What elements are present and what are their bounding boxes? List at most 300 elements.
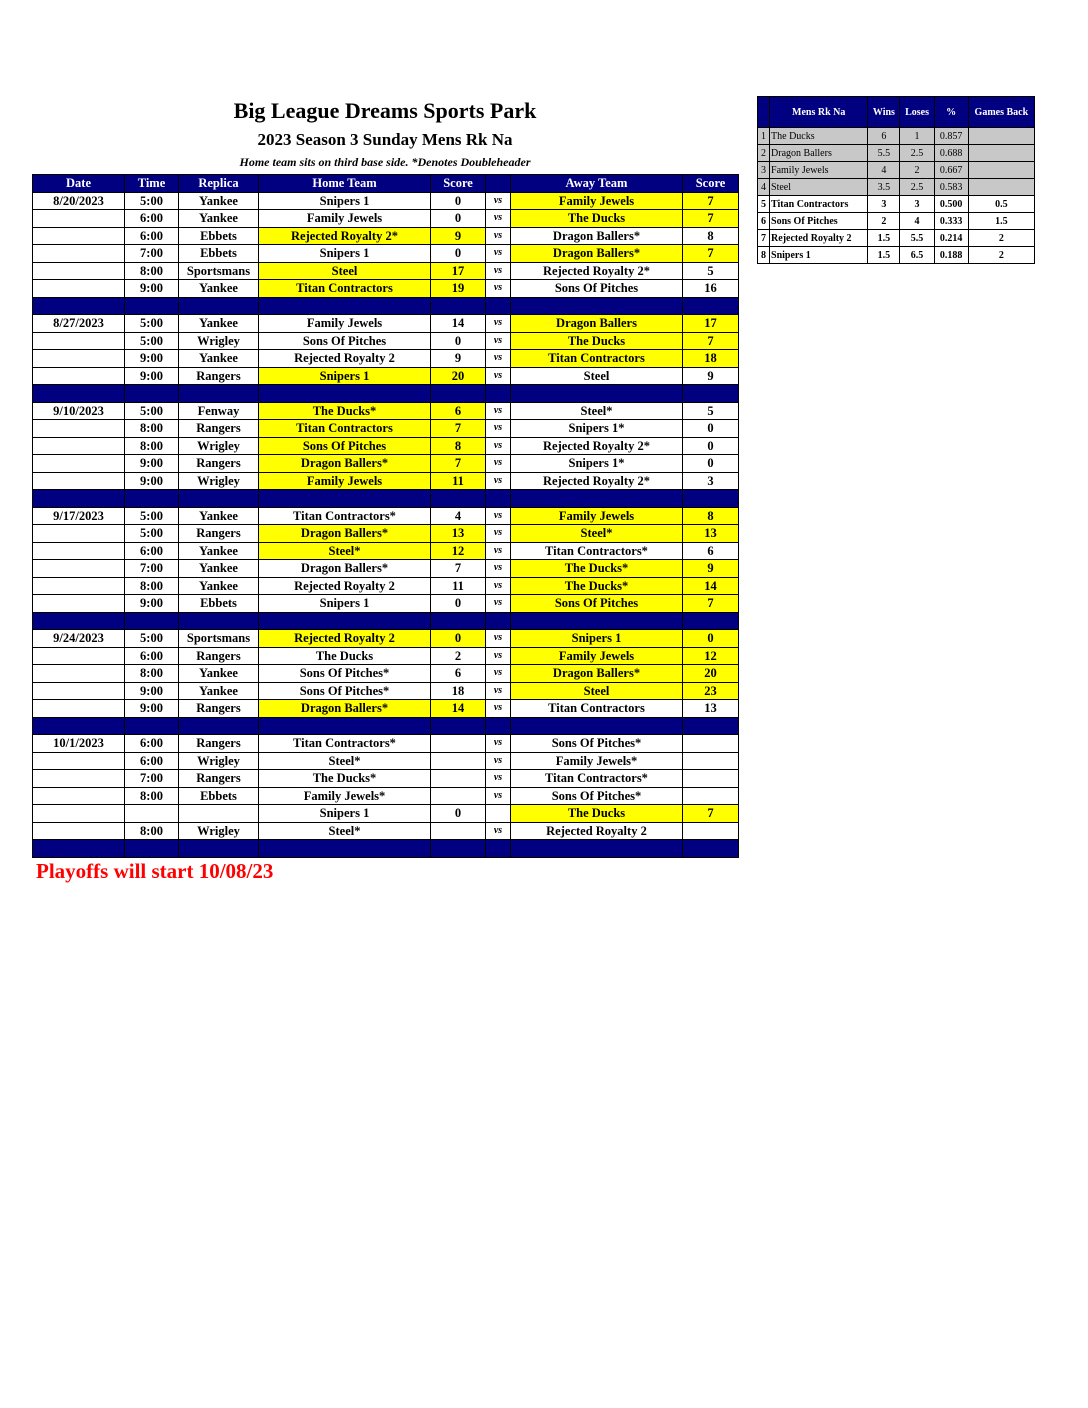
home-team: Snipers 1 bbox=[259, 805, 431, 823]
standing-loses: 5.5 bbox=[900, 230, 934, 247]
separator-cell bbox=[511, 297, 683, 315]
game-time: 6:00 bbox=[125, 542, 179, 560]
away-score: 17 bbox=[683, 315, 739, 333]
game-field: Ebbets bbox=[179, 227, 259, 245]
game-time: 8:00 bbox=[125, 420, 179, 438]
home-score: 0 bbox=[431, 210, 486, 228]
away-score: 14 bbox=[683, 577, 739, 595]
vs-label: vs bbox=[486, 682, 511, 700]
col-away-score: Score bbox=[683, 175, 739, 193]
standing-rank: 1 bbox=[758, 128, 770, 145]
game-field bbox=[179, 805, 259, 823]
game-field: Yankee bbox=[179, 560, 259, 578]
home-score: 0 bbox=[431, 332, 486, 350]
standing-rank: 3 bbox=[758, 162, 770, 179]
separator-cell bbox=[511, 490, 683, 508]
standing-loses: 1 bbox=[900, 128, 934, 145]
away-team: Dragon Ballers* bbox=[511, 245, 683, 263]
standings-col-games-back: Games Back bbox=[968, 97, 1034, 128]
season-subtitle: 2023 Season 3 Sunday Mens Rk Na bbox=[257, 130, 513, 149]
home-score: 2 bbox=[431, 647, 486, 665]
game-date: 9/24/2023 bbox=[33, 630, 125, 648]
separator-cell bbox=[431, 490, 486, 508]
away-team: Titan Contractors* bbox=[511, 542, 683, 560]
away-score: 12 bbox=[683, 647, 739, 665]
home-team: Dragon Ballers* bbox=[259, 525, 431, 543]
game-date bbox=[33, 647, 125, 665]
game-field: Wrigley bbox=[179, 472, 259, 490]
game-date bbox=[33, 700, 125, 718]
away-score: 7 bbox=[683, 332, 739, 350]
separator-cell bbox=[259, 490, 431, 508]
home-score: 0 bbox=[431, 245, 486, 263]
table-row bbox=[33, 332, 739, 350]
table-row bbox=[33, 770, 739, 788]
standing-wins: 4 bbox=[868, 162, 900, 179]
game-date: 8/20/2023 bbox=[33, 192, 125, 210]
table-row bbox=[33, 455, 739, 473]
schedule-header-row bbox=[33, 175, 739, 193]
standing-team: Titan Contractors bbox=[770, 196, 868, 213]
table-row bbox=[33, 735, 739, 753]
standings-row bbox=[758, 230, 1035, 247]
game-time: 6:00 bbox=[125, 752, 179, 770]
vs-label: vs bbox=[486, 647, 511, 665]
home-team: Family Jewels bbox=[259, 472, 431, 490]
away-team: Family Jewels* bbox=[511, 752, 683, 770]
standings-row bbox=[758, 128, 1035, 145]
week-separator bbox=[33, 385, 739, 403]
standing-wins: 1.5 bbox=[868, 230, 900, 247]
away-score: 16 bbox=[683, 280, 739, 298]
table-row bbox=[33, 210, 739, 228]
game-time: 8:00 bbox=[125, 262, 179, 280]
game-time: 9:00 bbox=[125, 472, 179, 490]
away-score: 23 bbox=[683, 682, 739, 700]
separator-cell bbox=[125, 717, 179, 735]
vs-label: vs bbox=[486, 315, 511, 333]
game-field: Wrigley bbox=[179, 822, 259, 840]
home-score: 7 bbox=[431, 455, 486, 473]
table-row bbox=[33, 367, 739, 385]
away-team: Dragon Ballers bbox=[511, 315, 683, 333]
away-team: Steel* bbox=[511, 525, 683, 543]
separator-cell bbox=[486, 490, 511, 508]
game-date bbox=[33, 560, 125, 578]
game-time: 9:00 bbox=[125, 455, 179, 473]
home-score: 18 bbox=[431, 682, 486, 700]
separator-cell bbox=[33, 717, 125, 735]
doubleheader-note: Home team sits on third base side. *Denotes Doubleheader bbox=[239, 155, 531, 169]
separator-cell bbox=[486, 385, 511, 403]
table-row bbox=[33, 595, 739, 613]
vs-label: vs bbox=[486, 525, 511, 543]
home-score: 17 bbox=[431, 262, 486, 280]
home-team: Titan Contractors bbox=[259, 420, 431, 438]
home-score: 13 bbox=[431, 525, 486, 543]
home-score: 0 bbox=[431, 595, 486, 613]
home-team: Titan Contractors bbox=[259, 280, 431, 298]
game-field: Rangers bbox=[179, 455, 259, 473]
table-row bbox=[33, 752, 739, 770]
game-time: 5:00 bbox=[125, 507, 179, 525]
game-field: Rangers bbox=[179, 647, 259, 665]
home-team: The Ducks* bbox=[259, 770, 431, 788]
vs-label: vs bbox=[486, 420, 511, 438]
away-team: The Ducks bbox=[511, 332, 683, 350]
away-score bbox=[683, 770, 739, 788]
vs-label: vs bbox=[486, 630, 511, 648]
week-separator bbox=[33, 490, 739, 508]
game-date bbox=[33, 525, 125, 543]
col-replica: Replica bbox=[179, 175, 259, 193]
home-score: 9 bbox=[431, 350, 486, 368]
away-team: Titan Contractors bbox=[511, 350, 683, 368]
home-score: 7 bbox=[431, 420, 486, 438]
game-date bbox=[33, 227, 125, 245]
vs-label: vs bbox=[486, 455, 511, 473]
game-date bbox=[33, 805, 125, 823]
standing-games-back: 0.5 bbox=[968, 196, 1034, 213]
home-team: Dragon Ballers* bbox=[259, 560, 431, 578]
table-row bbox=[33, 700, 739, 718]
away-team: Rejected Royalty 2 bbox=[511, 822, 683, 840]
standing-loses: 2.5 bbox=[900, 145, 934, 162]
standings-header-row bbox=[758, 97, 1035, 128]
home-team: Rejected Royalty 2* bbox=[259, 227, 431, 245]
away-team: Titan Contractors* bbox=[511, 770, 683, 788]
vs-label: vs bbox=[486, 787, 511, 805]
standings-row bbox=[758, 162, 1035, 179]
game-field: Wrigley bbox=[179, 437, 259, 455]
away-team: Family Jewels bbox=[511, 192, 683, 210]
separator-cell bbox=[179, 385, 259, 403]
game-time: 8:00 bbox=[125, 665, 179, 683]
away-score bbox=[683, 787, 739, 805]
vs-label: vs bbox=[486, 245, 511, 263]
standing-team: The Ducks bbox=[770, 128, 868, 145]
vs-label: vs bbox=[486, 595, 511, 613]
standing-pct: 0.188 bbox=[934, 247, 968, 264]
home-team: The Ducks bbox=[259, 647, 431, 665]
standings-row bbox=[758, 196, 1035, 213]
standings-col-loses: Loses bbox=[900, 97, 934, 128]
away-score bbox=[683, 752, 739, 770]
away-team: The Ducks* bbox=[511, 560, 683, 578]
week-separator bbox=[33, 612, 739, 630]
vs-label: vs bbox=[486, 367, 511, 385]
game-field: Rangers bbox=[179, 420, 259, 438]
home-team: Rejected Royalty 2 bbox=[259, 350, 431, 368]
separator-cell bbox=[431, 717, 486, 735]
vs-label: vs bbox=[486, 700, 511, 718]
home-score: 6 bbox=[431, 665, 486, 683]
home-score: 11 bbox=[431, 577, 486, 595]
separator-cell bbox=[33, 490, 125, 508]
home-team: Family Jewels bbox=[259, 210, 431, 228]
home-score: 14 bbox=[431, 315, 486, 333]
home-team: Steel* bbox=[259, 542, 431, 560]
table-row bbox=[33, 805, 739, 823]
away-score: 7 bbox=[683, 245, 739, 263]
standing-rank: 7 bbox=[758, 230, 770, 247]
table-row bbox=[33, 507, 739, 525]
standing-pct: 0.667 bbox=[934, 162, 968, 179]
home-team: Sons Of Pitches* bbox=[259, 682, 431, 700]
home-score: 0 bbox=[431, 192, 486, 210]
separator-cell bbox=[511, 612, 683, 630]
game-field: Yankee bbox=[179, 192, 259, 210]
vs-label: vs bbox=[486, 192, 511, 210]
home-score: 19 bbox=[431, 280, 486, 298]
vs-label: vs bbox=[486, 560, 511, 578]
vs-label: vs bbox=[486, 822, 511, 840]
away-score: 9 bbox=[683, 560, 739, 578]
game-date bbox=[33, 280, 125, 298]
away-team: Steel* bbox=[511, 402, 683, 420]
home-team: Sons Of Pitches bbox=[259, 437, 431, 455]
game-field: Yankee bbox=[179, 577, 259, 595]
vs-label: vs bbox=[486, 542, 511, 560]
away-team: Titan Contractors bbox=[511, 700, 683, 718]
week-separator bbox=[33, 840, 739, 858]
game-time: 8:00 bbox=[125, 437, 179, 455]
away-team: Family Jewels bbox=[511, 507, 683, 525]
standing-wins: 3 bbox=[868, 196, 900, 213]
game-date bbox=[33, 332, 125, 350]
game-field: Yankee bbox=[179, 682, 259, 700]
vs-label: vs bbox=[486, 280, 511, 298]
game-date bbox=[33, 437, 125, 455]
home-team: Titan Contractors* bbox=[259, 507, 431, 525]
standing-games-back bbox=[968, 179, 1034, 196]
standing-team: Dragon Ballers bbox=[770, 145, 868, 162]
table-row bbox=[33, 665, 739, 683]
table-row bbox=[33, 437, 739, 455]
week-separator bbox=[33, 297, 739, 315]
game-time: 7:00 bbox=[125, 560, 179, 578]
separator-cell bbox=[33, 385, 125, 403]
away-score bbox=[683, 822, 739, 840]
vs-label: vs bbox=[486, 752, 511, 770]
table-row bbox=[33, 822, 739, 840]
home-score: 14 bbox=[431, 700, 486, 718]
game-field: Fenway bbox=[179, 402, 259, 420]
standings-row bbox=[758, 179, 1035, 196]
game-date bbox=[33, 787, 125, 805]
standing-rank: 8 bbox=[758, 247, 770, 264]
separator-cell bbox=[125, 840, 179, 858]
home-score bbox=[431, 770, 486, 788]
standing-wins: 3.5 bbox=[868, 179, 900, 196]
game-time: 5:00 bbox=[125, 315, 179, 333]
game-date bbox=[33, 472, 125, 490]
standings-col-wins: Wins bbox=[868, 97, 900, 128]
table-row bbox=[33, 350, 739, 368]
table-row bbox=[33, 630, 739, 648]
schedule-table bbox=[32, 174, 739, 858]
home-team: Steel* bbox=[259, 752, 431, 770]
table-row bbox=[33, 787, 739, 805]
home-score bbox=[431, 752, 486, 770]
standing-loses: 2 bbox=[900, 162, 934, 179]
separator-cell bbox=[511, 717, 683, 735]
vs-label: vs bbox=[486, 350, 511, 368]
game-date bbox=[33, 595, 125, 613]
standing-pct: 0.333 bbox=[934, 213, 968, 230]
home-score: 8 bbox=[431, 437, 486, 455]
standing-wins: 2 bbox=[868, 213, 900, 230]
table-row bbox=[33, 280, 739, 298]
home-team: Family Jewels bbox=[259, 315, 431, 333]
away-score: 5 bbox=[683, 262, 739, 280]
separator-cell bbox=[259, 385, 431, 403]
game-time: 5:00 bbox=[125, 525, 179, 543]
separator-cell bbox=[259, 840, 431, 858]
home-score: 6 bbox=[431, 402, 486, 420]
separator-cell bbox=[511, 840, 683, 858]
home-score: 4 bbox=[431, 507, 486, 525]
standing-games-back bbox=[968, 162, 1034, 179]
standings-row bbox=[758, 145, 1035, 162]
separator-cell bbox=[179, 717, 259, 735]
separator-cell bbox=[33, 840, 125, 858]
standings-table bbox=[757, 96, 1035, 264]
separator-cell bbox=[431, 385, 486, 403]
game-time bbox=[125, 805, 179, 823]
away-score: 13 bbox=[683, 525, 739, 543]
col-time: Time bbox=[125, 175, 179, 193]
away-score: 0 bbox=[683, 437, 739, 455]
game-field: Wrigley bbox=[179, 332, 259, 350]
game-time: 8:00 bbox=[125, 822, 179, 840]
home-team: Steel bbox=[259, 262, 431, 280]
game-field: Rangers bbox=[179, 367, 259, 385]
away-score: 18 bbox=[683, 350, 739, 368]
game-field: Yankee bbox=[179, 280, 259, 298]
vs-label bbox=[486, 805, 511, 823]
table-row bbox=[33, 420, 739, 438]
standings-col-rank bbox=[758, 97, 770, 128]
separator-cell bbox=[683, 612, 739, 630]
separator-cell bbox=[125, 490, 179, 508]
game-field: Yankee bbox=[179, 350, 259, 368]
separator-cell bbox=[683, 385, 739, 403]
standing-games-back bbox=[968, 145, 1034, 162]
separator-cell bbox=[431, 840, 486, 858]
game-date bbox=[33, 752, 125, 770]
game-time: 8:00 bbox=[125, 577, 179, 595]
away-score: 0 bbox=[683, 455, 739, 473]
game-date bbox=[33, 542, 125, 560]
separator-cell bbox=[259, 612, 431, 630]
separator-cell bbox=[486, 612, 511, 630]
away-score: 8 bbox=[683, 227, 739, 245]
game-time: 9:00 bbox=[125, 350, 179, 368]
standing-loses: 6.5 bbox=[900, 247, 934, 264]
home-score: 20 bbox=[431, 367, 486, 385]
game-field: Yankee bbox=[179, 665, 259, 683]
table-row bbox=[33, 525, 739, 543]
vs-label: vs bbox=[486, 577, 511, 595]
game-time: 6:00 bbox=[125, 210, 179, 228]
home-score bbox=[431, 787, 486, 805]
table-row bbox=[33, 402, 739, 420]
vs-label: vs bbox=[486, 507, 511, 525]
table-row bbox=[33, 245, 739, 263]
standing-loses: 3 bbox=[900, 196, 934, 213]
game-field: Yankee bbox=[179, 507, 259, 525]
away-score: 5 bbox=[683, 402, 739, 420]
game-date bbox=[33, 262, 125, 280]
separator-cell bbox=[259, 717, 431, 735]
standing-wins: 5.5 bbox=[868, 145, 900, 162]
game-date bbox=[33, 367, 125, 385]
away-score: 13 bbox=[683, 700, 739, 718]
separator-cell bbox=[125, 612, 179, 630]
away-score: 3 bbox=[683, 472, 739, 490]
game-time: 8:00 bbox=[125, 787, 179, 805]
away-team: The Ducks bbox=[511, 805, 683, 823]
home-score: 11 bbox=[431, 472, 486, 490]
away-team: Sons Of Pitches bbox=[511, 280, 683, 298]
standing-team: Sons Of Pitches bbox=[770, 213, 868, 230]
game-time: 9:00 bbox=[125, 700, 179, 718]
home-team: Snipers 1 bbox=[259, 367, 431, 385]
home-score: 0 bbox=[431, 805, 486, 823]
standing-pct: 0.500 bbox=[934, 196, 968, 213]
game-field: Rangers bbox=[179, 525, 259, 543]
standing-pct: 0.688 bbox=[934, 145, 968, 162]
table-row bbox=[33, 192, 739, 210]
separator-cell bbox=[683, 840, 739, 858]
away-team: Sons Of Pitches bbox=[511, 595, 683, 613]
vs-label: vs bbox=[486, 665, 511, 683]
separator-cell bbox=[125, 385, 179, 403]
home-team: Dragon Ballers* bbox=[259, 455, 431, 473]
game-date bbox=[33, 455, 125, 473]
vs-label: vs bbox=[486, 210, 511, 228]
home-score: 12 bbox=[431, 542, 486, 560]
standing-pct: 0.857 bbox=[934, 128, 968, 145]
separator-cell bbox=[431, 297, 486, 315]
away-team: Rejected Royalty 2* bbox=[511, 437, 683, 455]
col-home-team: Home Team bbox=[259, 175, 431, 193]
vs-label: vs bbox=[486, 332, 511, 350]
game-field: Rangers bbox=[179, 770, 259, 788]
separator-cell bbox=[179, 612, 259, 630]
away-team: Dragon Ballers* bbox=[511, 227, 683, 245]
table-row bbox=[33, 577, 739, 595]
game-time: 6:00 bbox=[125, 647, 179, 665]
game-date bbox=[33, 350, 125, 368]
away-score: 9 bbox=[683, 367, 739, 385]
game-field: Yankee bbox=[179, 542, 259, 560]
game-date bbox=[33, 577, 125, 595]
game-time: 9:00 bbox=[125, 367, 179, 385]
game-time: 5:00 bbox=[125, 402, 179, 420]
separator-cell bbox=[431, 612, 486, 630]
separator-cell bbox=[179, 297, 259, 315]
game-date bbox=[33, 245, 125, 263]
home-team: Dragon Ballers* bbox=[259, 700, 431, 718]
game-time: 9:00 bbox=[125, 280, 179, 298]
game-field: Rangers bbox=[179, 735, 259, 753]
game-date bbox=[33, 682, 125, 700]
home-score: 7 bbox=[431, 560, 486, 578]
home-team: Titan Contractors* bbox=[259, 735, 431, 753]
standing-loses: 2.5 bbox=[900, 179, 934, 196]
